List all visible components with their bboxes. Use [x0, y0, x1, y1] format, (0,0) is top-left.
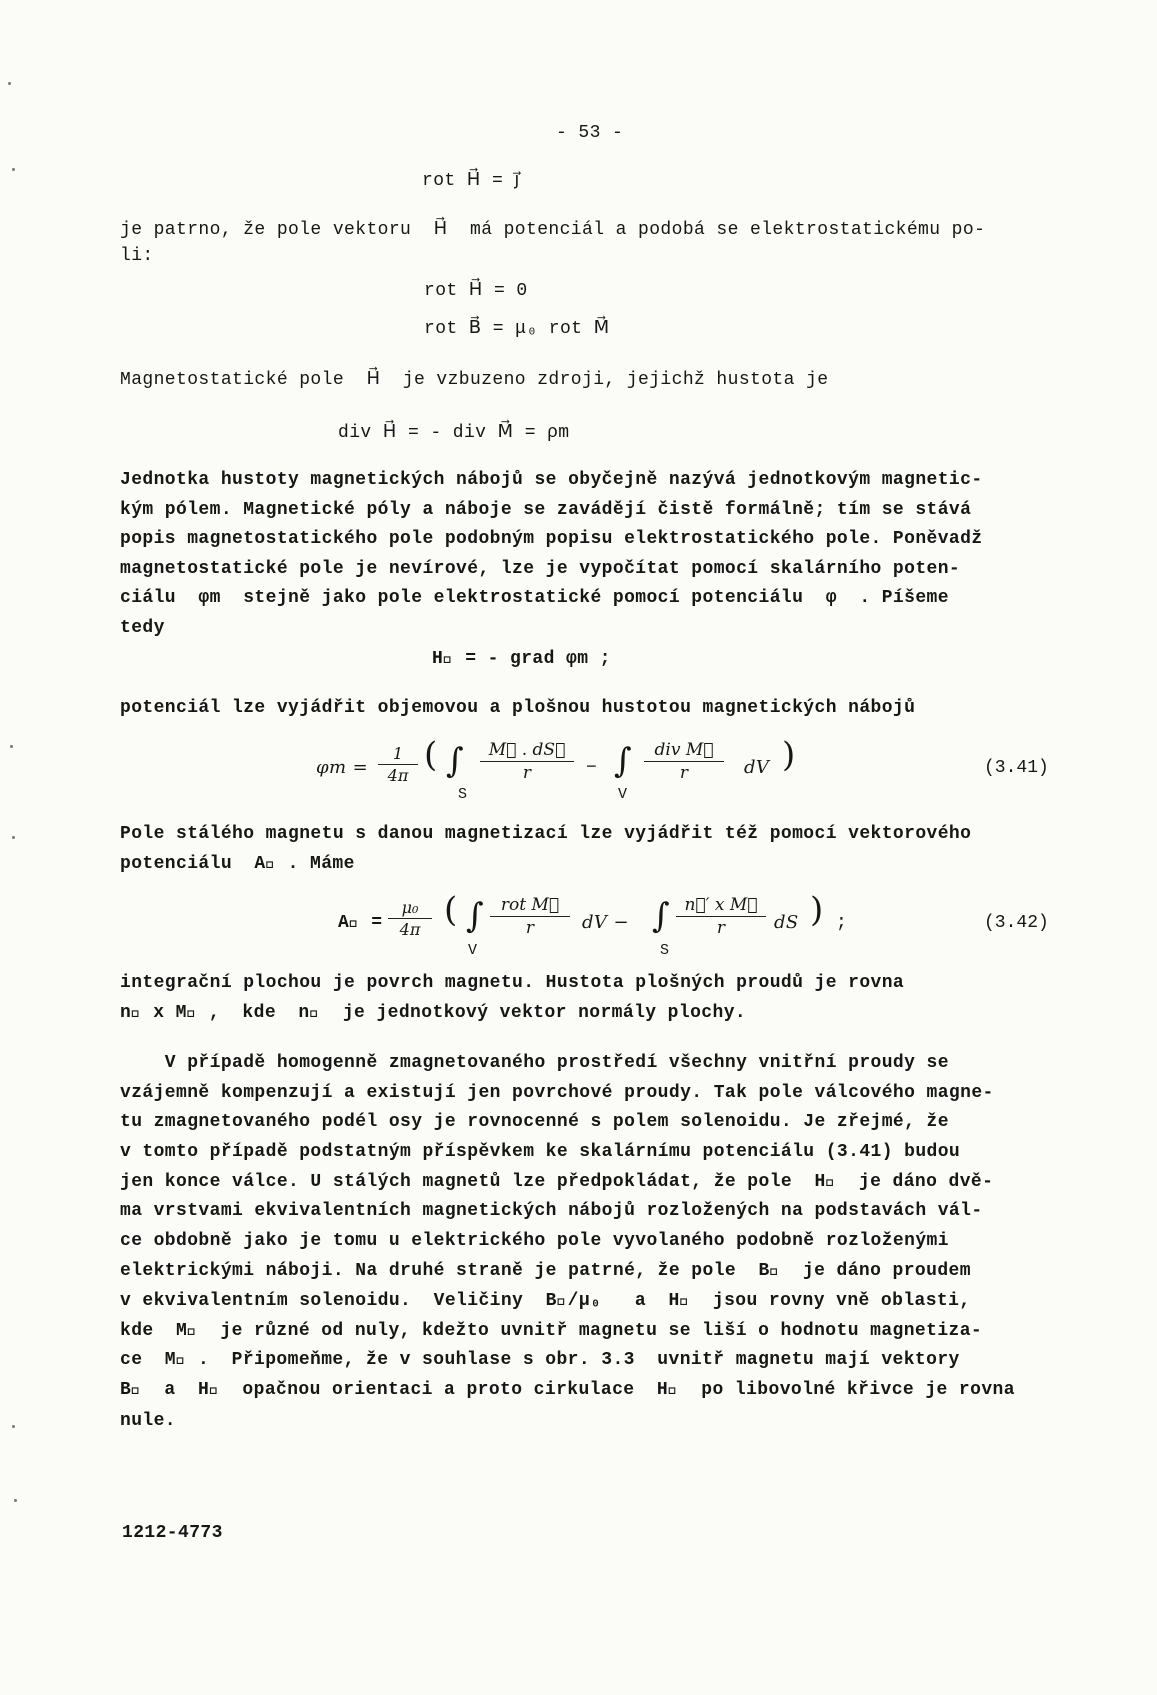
equation-div: div H⃗ = - div M⃗ = ρm [338, 423, 570, 443]
paragraph-line: kde M⃗ je různé od nuly, kdežto uvnitř magnetu se liší o hodnotu magnetiza- [120, 1321, 983, 1341]
eq-differential: dV [744, 757, 770, 778]
eq-coef-den: 4π [399, 920, 421, 939]
paragraph-line: tu zmagnetovaného podél osy je rovnocenné s polem solenoidu. Je zřejmé, že [120, 1112, 949, 1132]
scan-speck [12, 168, 15, 171]
scan-speck [12, 1425, 15, 1428]
eq-den: r [679, 763, 689, 783]
eq-minus: − [586, 758, 598, 778]
eq-integral-limit: S [660, 942, 670, 959]
paragraph-line: Magnetostatické pole H⃗ je vzbuzeno zdroji, jejichž hustota je [120, 370, 829, 390]
eq-paren-close: ) [782, 735, 796, 775]
eq-paren-open: ( [424, 735, 438, 775]
paragraph-line: ma vrstvami ekvivalentních magnetických nábojů rozložených na podstavách vál- [120, 1201, 983, 1221]
eq-num: div M⃗ [644, 740, 724, 762]
paragraph-line: V případě homogenně zmagnetovaného prostředí všechny vnitřní proudy se [120, 1053, 949, 1073]
eq-integral: ∫ [446, 741, 464, 781]
paragraph-line: integrační plochou je povrch magnetu. Hustota plošných proudů je rovna [120, 973, 905, 993]
paragraph-line: potenciál lze vyjádřit objemovou a plošnou hustotou magnetických nábojů [120, 698, 916, 718]
paragraph-line: ce obdobně jako je tomu u elektrického pole vyvolaného podobně rozloženými [120, 1231, 949, 1251]
scan-speck [8, 82, 11, 85]
paragraph-line: potenciálu A⃗ . Máme [120, 854, 355, 874]
scan-speck [14, 1499, 17, 1502]
equation-grad: H⃗ = - grad φm ; [432, 649, 611, 669]
eq-fraction [490, 895, 570, 938]
eq-fraction [676, 895, 766, 938]
eq-differential: dV − [582, 912, 629, 933]
paragraph-line: nule. [120, 1411, 177, 1431]
paragraph-line: ce M⃗ . Připomeňme, že v souhlase s obr. 3.3 uvnitř magnetu mají vektory [120, 1350, 960, 1370]
equation-rot-b: rot B⃗ = μ₀ rot M⃗ [424, 319, 610, 339]
equation-rot-h-zero: rot H⃗ = 0 [424, 281, 528, 301]
eq-lhs: φm = [316, 757, 369, 778]
paragraph-line: n⃗ x M⃗ , kde n⃗ je jednotkový vektor normály plochy. [120, 1003, 747, 1023]
paragraph-line: Pole stálého magnetu s danou magnetizací lze vyjádřit též pomocí vektorového [120, 824, 972, 844]
eq-integral: ∫ [466, 896, 484, 936]
eq-den: r [525, 918, 535, 938]
eq-den: r [716, 918, 726, 938]
eq-integral-limit: V [618, 786, 628, 803]
eq-num: n⃗′ x M⃗ [676, 895, 766, 917]
paragraph-line: ciálu φm stejně jako pole elektrostatické pomocí potenciálu φ . Píšeme [120, 588, 949, 608]
eq-fraction [644, 740, 724, 783]
eq-coef-den: 4π [387, 766, 409, 785]
equation-rot-h: rot H⃗ = j⃗ [422, 171, 520, 191]
eq-integral-limit: S [458, 786, 468, 803]
paragraph-line: v ekvivalentním solenoidu. Veličiny B⃗/μ₀ a H⃗ jsou rovny vně oblasti, [120, 1291, 971, 1311]
eq-lhs: A⃗ = [338, 913, 383, 933]
paragraph-line: Jednotka hustoty magnetických nábojů se obyčejně nazývá jednotkovým magnetic- [120, 470, 983, 490]
paragraph-line: magnetostatické pole je nevírové, lze je vypočítat pomocí skalárního poten- [120, 559, 961, 579]
scan-speck [12, 836, 15, 839]
paragraph-line: je patrno, že pole vektoru H⃗ má potenciál a podobá se elektrostatickému po- [120, 220, 986, 240]
eq-coef-num: 1 [378, 744, 418, 765]
eq-integral: ∫ [614, 741, 632, 781]
footer-code: 1212-4773 [122, 1523, 223, 1543]
eq-integral-limit: V [468, 942, 478, 959]
eq-num: rot M⃗ [490, 895, 570, 917]
paragraph-line: popis magnetostatického pole podobným popisu elektrostatického pole. Poněvadž [120, 529, 983, 549]
paragraph-line: li: [120, 246, 154, 266]
eq-den: r [522, 763, 532, 783]
eq-coef-num: μ₀ [388, 898, 432, 919]
paragraph-line: jen konce válce. U stálých magnetů lze předpokládat, že pole H⃗ je dáno dvě- [120, 1172, 994, 1192]
paragraph-line: B⃗ a H⃗ opačnou orientaci a proto cirkulace H⃗ po libovolné křivce je rovna [120, 1380, 1015, 1400]
eq-coefficient [388, 898, 432, 939]
paragraph-line: vzájemně kompenzují a existují jen povrchové proudy. Tak pole válcového magne- [120, 1083, 994, 1103]
eq-differential: dS [774, 912, 799, 933]
equation-number: (3.41) [984, 758, 1049, 778]
eq-semicolon: ; [836, 913, 848, 933]
eq-fraction [480, 740, 574, 783]
page-number: - 53 - [556, 123, 624, 143]
paragraph-line: elektrickými náboji. Na druhé straně je patrné, že pole B⃗ je dáno proudem [120, 1261, 971, 1281]
paragraph-line: kým pólem. Magnetické póly a náboje se zavádějí čistě formálně; tím se stává [120, 500, 972, 520]
paragraph-line: v tomto případě podstatným příspěvkem ke skalárnímu potenciálu (3.41) budou [120, 1142, 961, 1162]
eq-coefficient [378, 744, 418, 785]
eq-paren-open: ( [444, 890, 458, 930]
eq-paren-close: ) [810, 890, 824, 930]
eq-num: M⃗ . dS⃗ [480, 740, 574, 762]
eq-integral: ∫ [652, 896, 670, 936]
paragraph-line: tedy [120, 618, 165, 638]
equation-number: (3.42) [984, 913, 1049, 933]
scan-speck [10, 745, 13, 748]
